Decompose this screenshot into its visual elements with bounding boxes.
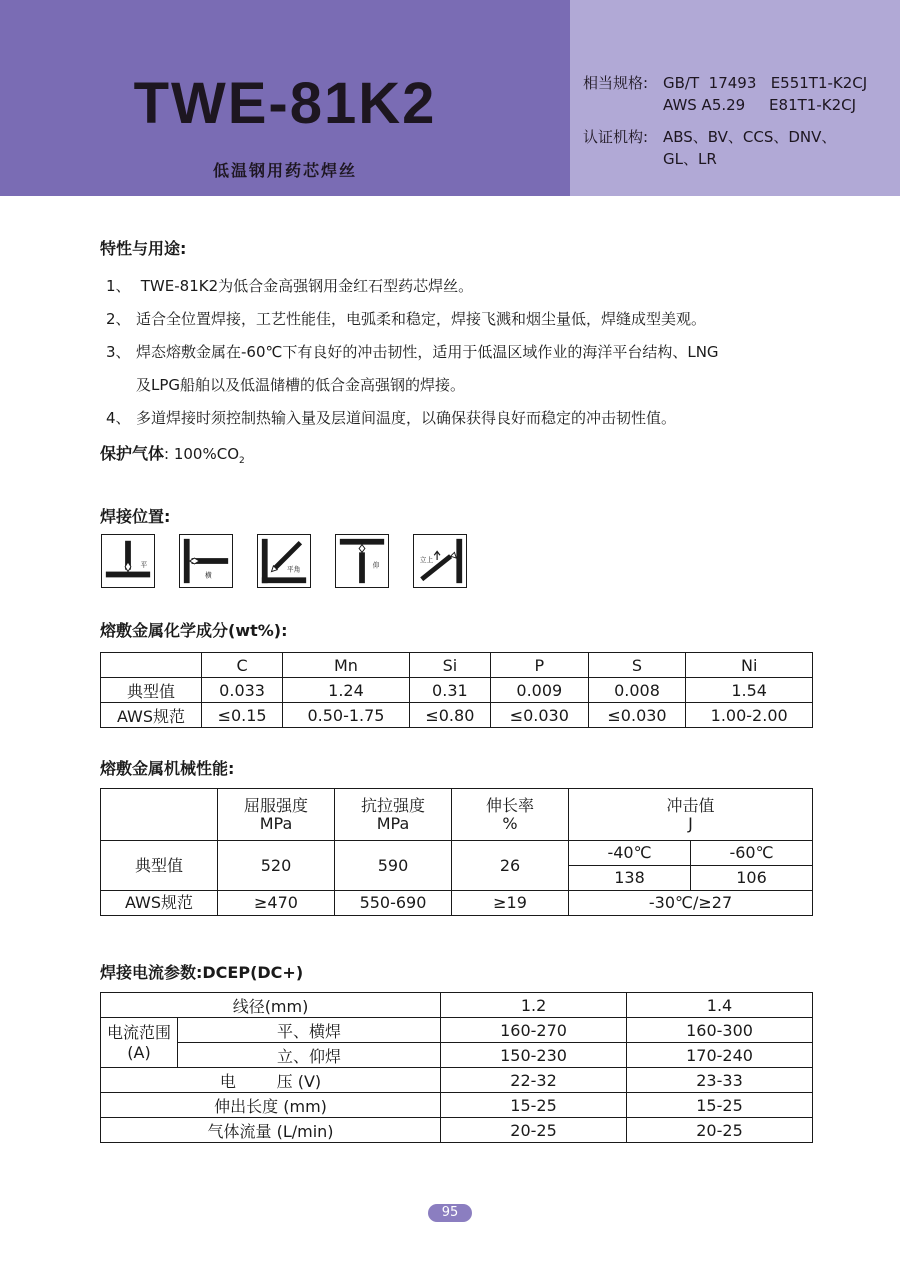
table-header (335, 789, 452, 841)
table-cell: 160-270 (441, 1018, 627, 1043)
table-cell: 平、横焊 (178, 1018, 441, 1043)
feature-item (106, 336, 846, 369)
overhead-position-label: 仰 (372, 561, 380, 570)
certification-row (583, 126, 867, 170)
features-title: 特性与用途: (100, 239, 187, 258)
feature-text: 焊态熔敷金属在-60℃下有良好的冲击韧性，适用于低温区域作业的海洋平台结构、LNG (136, 343, 719, 361)
feature-text-continued: 及LPG船舶以及低温储槽的低合金高强钢的焊接。 (136, 376, 466, 394)
table-row (101, 1118, 813, 1143)
table-row (101, 841, 813, 866)
table-row (101, 993, 813, 1018)
table-row (101, 678, 813, 703)
table-cell (101, 789, 218, 841)
table-cell: ≥19 (452, 891, 569, 916)
table-cell: -30℃/≥27 (569, 891, 813, 916)
table-row (101, 653, 813, 678)
cert-line-1: ABS、BV、CCS、DNV、 (663, 128, 837, 146)
cert-label: 认证机构: (583, 128, 649, 146)
table-cell: 0.033 (202, 678, 283, 703)
cert-line-2: GL、LR (663, 150, 717, 168)
page-number: 95 (428, 1204, 472, 1222)
table-cell: 26 (452, 841, 569, 891)
table-cell: 520 (218, 841, 335, 891)
table-header: P (490, 653, 588, 678)
header-name: 冲击值 (666, 795, 715, 815)
vertical-up-position-label: 立上 (419, 555, 434, 564)
table-row (101, 891, 813, 916)
feature-number: 4、 (106, 409, 131, 427)
table-header: Mn (283, 653, 410, 678)
table-cell: 106 (691, 866, 813, 891)
table-header: Si (409, 653, 490, 678)
feature-text: 多道焊接时须控制热输入量及层道间温度，以确保获得良好而稳定的冲击韧性值。 (136, 409, 677, 427)
table-row (101, 1068, 813, 1093)
table-header: S (588, 653, 686, 678)
table-cell: 伸出长度 (mm) (101, 1093, 441, 1118)
positions-title: 焊接位置: (100, 507, 171, 526)
header-unit: MPa (376, 813, 410, 833)
horizontal-position-icon (179, 534, 233, 588)
standard-line-1: GB/T 17493 E551T1-K2CJ (663, 74, 868, 92)
welding-positions (101, 534, 467, 588)
gas-label: 保护气体 (100, 444, 165, 463)
table-cell: 15-25 (627, 1093, 813, 1118)
feature-item (106, 270, 846, 303)
table-cell: 23-33 (627, 1068, 813, 1093)
table-cell: 典型值 (101, 841, 218, 891)
table-cell: 0.009 (490, 678, 588, 703)
table-cell: 电 压 (V) (101, 1068, 441, 1093)
table-header: Ni (686, 653, 813, 678)
feature-text: 适合全位置焊接，工艺性能佳，电弧柔和稳定，焊接飞溅和烟尘量低，焊缝成型美观。 (136, 310, 707, 328)
header-band (0, 0, 570, 196)
mechanical-table (100, 788, 813, 916)
vertical-up-position-icon (413, 534, 467, 588)
header-name: 屈服强度 (243, 795, 308, 815)
feature-text: TWE-81K2为低合金高强钢用金红石型药芯焊丝。 (136, 277, 474, 295)
header-name: 抗拉强度 (360, 795, 425, 815)
header-unit: MPa (259, 813, 293, 833)
table-cell: ≤0.80 (409, 703, 490, 728)
table-cell: ≤0.030 (490, 703, 588, 728)
table-cell: 1.24 (283, 678, 410, 703)
overhead-position-icon (335, 534, 389, 588)
current-unit: (A) (127, 1042, 151, 1062)
table-cell: -60℃ (691, 841, 813, 866)
table-cell: AWS规范 (101, 703, 202, 728)
table-cell: 1.54 (686, 678, 813, 703)
table-header: C (202, 653, 283, 678)
table-cell: 线径(mm) (101, 993, 441, 1018)
table-cell (101, 653, 202, 678)
table-header (569, 789, 813, 841)
chemistry-table (100, 652, 813, 728)
header-unit: % (502, 813, 518, 833)
table-cell: 590 (335, 841, 452, 891)
feature-number: 3、 (106, 343, 131, 361)
feature-number: 1、 (106, 277, 131, 295)
table-header: 1.4 (627, 993, 813, 1018)
flat-position-icon (101, 534, 155, 588)
table-row (101, 1043, 813, 1068)
table-header (218, 789, 335, 841)
table-cell: 20-25 (441, 1118, 627, 1143)
table-cell: AWS规范 (101, 891, 218, 916)
standard-label: 相当规格: (583, 74, 649, 92)
chemistry-title: 熔敷金属化学成分(wt%): (100, 621, 288, 640)
feature-list (106, 270, 846, 435)
table-cell: 1.00-2.00 (686, 703, 813, 728)
table-cell: 典型值 (101, 678, 202, 703)
table-cell (101, 1018, 178, 1068)
table-cell: 20-25 (627, 1118, 813, 1143)
fillet-position-icon (257, 534, 311, 588)
table-cell: ≤0.15 (202, 703, 283, 728)
table-cell: 170-240 (627, 1043, 813, 1068)
feature-item (106, 303, 846, 336)
standard-row (583, 72, 867, 116)
table-cell: 150-230 (441, 1043, 627, 1068)
table-cell: ≤0.030 (588, 703, 686, 728)
horizontal-position-label: 横 (205, 571, 212, 580)
table-cell: 0.50-1.75 (283, 703, 410, 728)
table-header: 1.2 (441, 993, 627, 1018)
mechanical-title: 熔敷金属机械性能: (100, 759, 235, 778)
feature-item (106, 402, 846, 435)
table-row (101, 1093, 813, 1118)
shielding-gas: 保护气体: $100\%CO_2$ (100, 444, 245, 466)
feature-number: 2、 (106, 310, 131, 328)
header-name: 伸长率 (485, 795, 534, 815)
parameters-table (100, 992, 813, 1143)
product-title: TWE-81K2 (133, 71, 437, 136)
table-row (101, 789, 813, 841)
gas-value: 100%CO (173, 445, 240, 463)
table-cell: 15-25 (441, 1093, 627, 1118)
table-cell: -40℃ (569, 841, 691, 866)
table-row (101, 703, 813, 728)
table-cell: 0.31 (409, 678, 490, 703)
table-cell: 气体流量 (L/min) (101, 1118, 441, 1143)
table-cell: 立、仰焊 (178, 1043, 441, 1068)
table-cell: ≥470 (218, 891, 335, 916)
table-cell: 22-32 (441, 1068, 627, 1093)
table-cell: 160-300 (627, 1018, 813, 1043)
header-unit: J (688, 813, 693, 833)
current-label: 电流范围 (106, 1022, 171, 1042)
table-cell: 138 (569, 866, 691, 891)
params-title: 焊接电流参数:DCEP(DC+) (100, 963, 304, 982)
table-header (452, 789, 569, 841)
product-subtitle: 低温钢用药芯焊丝 (212, 161, 357, 180)
table-row (101, 1018, 813, 1043)
fillet-position-label: 平角 (286, 565, 301, 574)
table-cell: 0.008 (588, 678, 686, 703)
gas-subscript: 2 (239, 456, 245, 466)
flat-position-label: 平 (140, 560, 148, 569)
table-cell: 550-690 (335, 891, 452, 916)
standard-line-2: AWS A5.29 E81T1-K2CJ (663, 96, 857, 114)
spec-block (583, 72, 867, 170)
